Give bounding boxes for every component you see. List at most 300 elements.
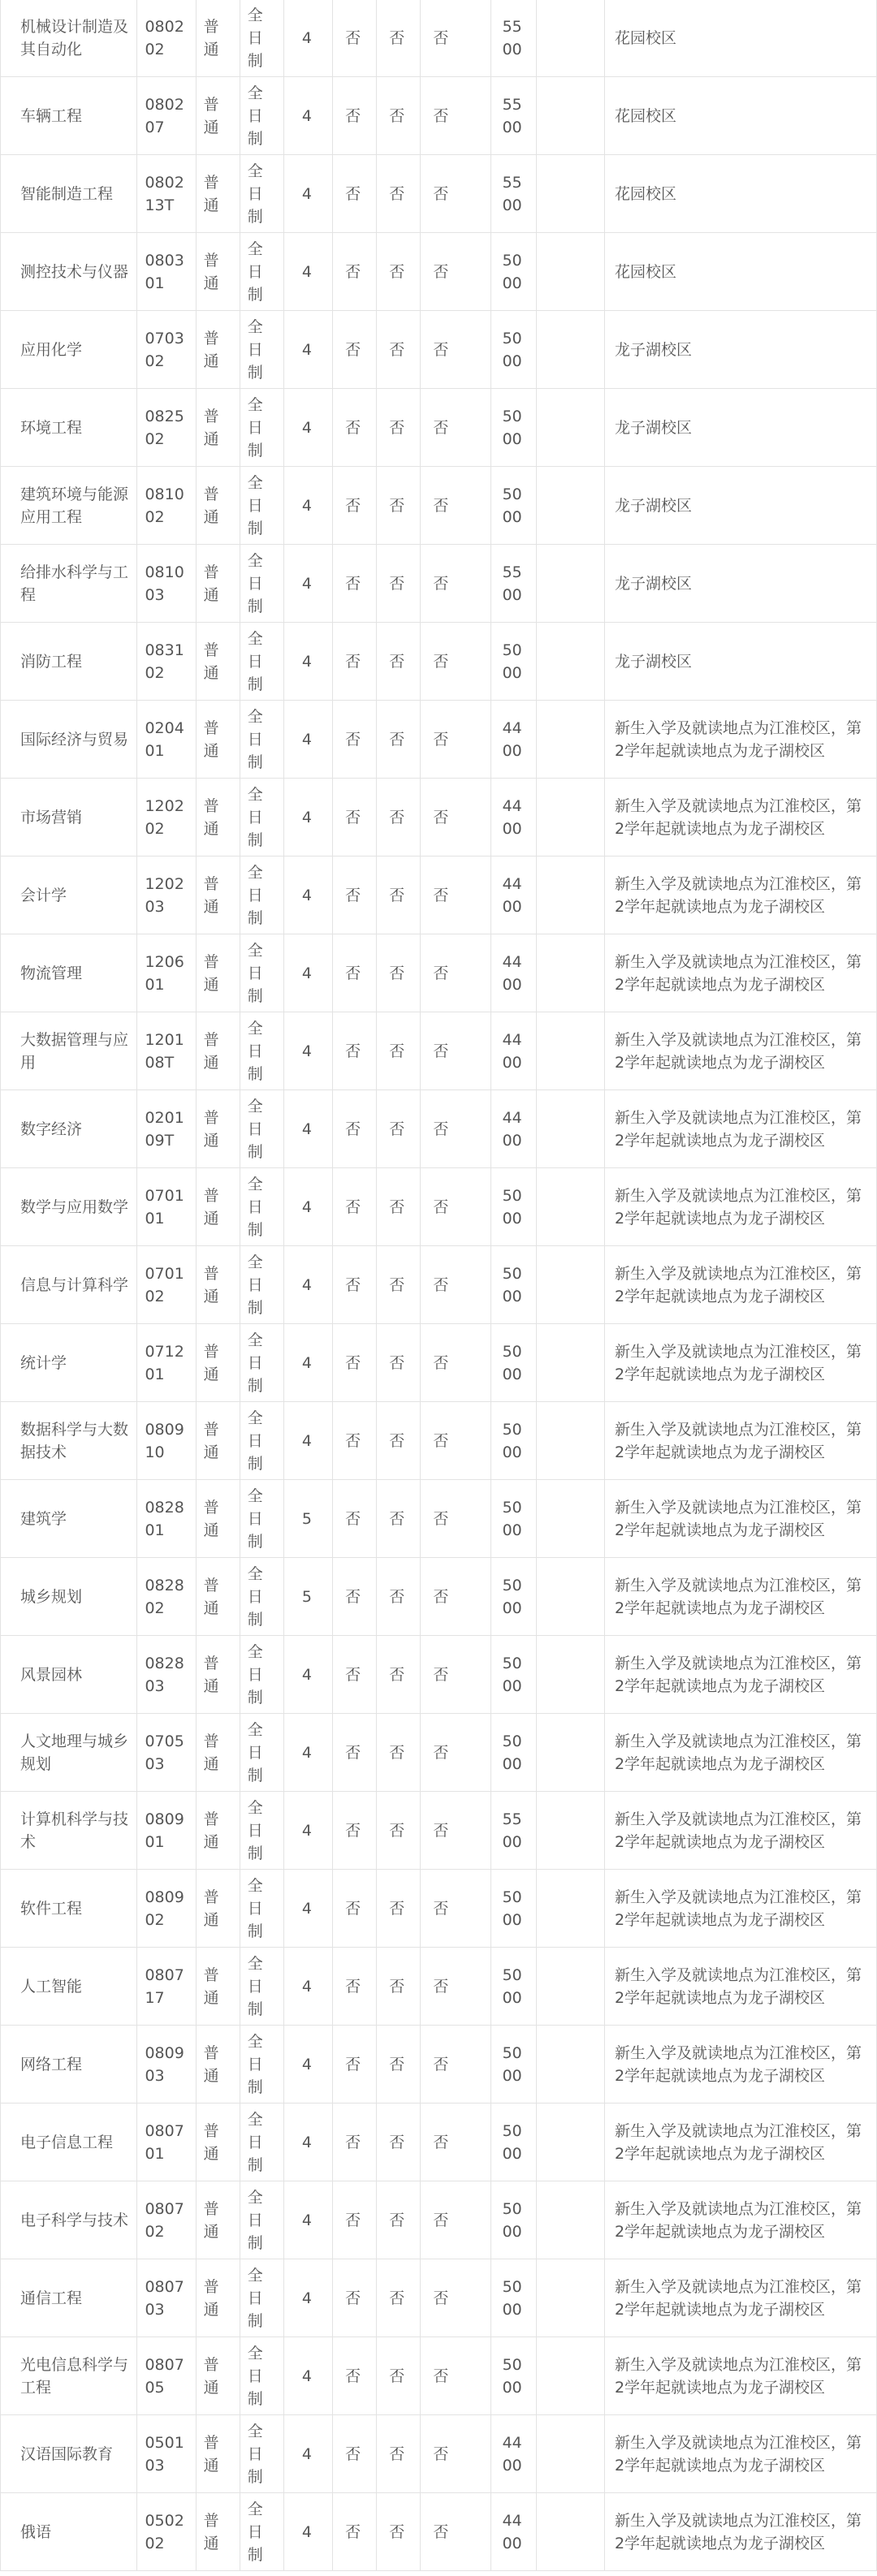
flag-cell-3: 否	[421, 623, 490, 701]
study-mode-cell: 全日制	[240, 545, 283, 623]
flag-cell-1: 否	[333, 2415, 377, 2493]
notes-cell	[536, 934, 604, 1012]
major-code-cell: 083102	[137, 623, 196, 701]
campus-cell: 新生入学及就读地点为江淮校区，第2学年起就读地点为龙子湖校区	[604, 1792, 876, 1870]
flag-cell-3: 否	[421, 2337, 490, 2415]
tuition-fee-cell: 5000	[490, 1324, 536, 1402]
study-mode-cell: 全日制	[240, 233, 283, 311]
flag-cell-3: 否	[421, 934, 490, 1012]
flag-cell-2: 否	[377, 0, 421, 77]
notes-cell	[536, 2493, 604, 2571]
major-code-cell: 082802	[137, 1558, 196, 1636]
flag-cell-2: 否	[377, 1558, 421, 1636]
program-type-cell: 普通	[196, 1246, 240, 1324]
table-row	[1, 77, 877, 155]
flag-cell-1: 否	[333, 0, 377, 77]
major-name-cell: 建筑学	[1, 1480, 137, 1558]
campus-cell: 龙子湖校区	[604, 545, 876, 623]
notes-cell	[536, 1246, 604, 1324]
notes-cell	[536, 2337, 604, 2415]
duration-cell: 5	[283, 1558, 332, 1636]
duration-cell: 4	[283, 1636, 332, 1714]
flag-cell-2: 否	[377, 77, 421, 155]
program-type-cell: 普通	[196, 1558, 240, 1636]
campus-cell: 新生入学及就读地点为江淮校区，第2学年起就读地点为龙子湖校区	[604, 2181, 876, 2259]
table-row	[1, 389, 877, 467]
table-row	[1, 2104, 877, 2181]
flag-cell-3: 否	[421, 2259, 490, 2337]
major-name-cell: 数据科学与大数据技术	[1, 1402, 137, 1480]
major-name-cell: 物流管理	[1, 934, 137, 1012]
notes-cell	[536, 1792, 604, 1870]
flag-cell-2: 否	[377, 701, 421, 779]
major-name-cell: 通信工程	[1, 2259, 137, 2337]
study-mode-cell: 全日制	[240, 1324, 283, 1402]
flag-cell-3: 否	[421, 77, 490, 155]
table-row	[1, 934, 877, 1012]
duration-cell: 4	[283, 779, 332, 857]
campus-cell: 新生入学及就读地点为江淮校区，第2学年起就读地点为龙子湖校区	[604, 779, 876, 857]
flag-cell-3: 否	[421, 857, 490, 934]
notes-cell	[536, 2415, 604, 2493]
study-mode-cell: 全日制	[240, 1090, 283, 1168]
study-mode-cell: 全日制	[240, 779, 283, 857]
table-row	[1, 233, 877, 311]
flag-cell-2: 否	[377, 779, 421, 857]
tuition-fee-cell: 5500	[490, 545, 536, 623]
notes-cell	[536, 623, 604, 701]
notes-cell	[536, 1870, 604, 1948]
flag-cell-1: 否	[333, 779, 377, 857]
major-code-cell: 082803	[137, 1636, 196, 1714]
study-mode-cell: 全日制	[240, 467, 283, 545]
campus-cell: 新生入学及就读地点为江淮校区，第2学年起就读地点为龙子湖校区	[604, 2337, 876, 2415]
study-mode-cell: 全日制	[240, 701, 283, 779]
duration-cell: 4	[283, 77, 332, 155]
notes-cell	[536, 779, 604, 857]
major-code-cell: 020401	[137, 701, 196, 779]
tuition-fee-cell: 5000	[490, 1168, 536, 1246]
table-row	[1, 155, 877, 233]
major-name-cell: 统计学	[1, 1324, 137, 1402]
study-mode-cell: 全日制	[240, 2415, 283, 2493]
flag-cell-3: 否	[421, 1324, 490, 1402]
major-code-cell: 120203	[137, 857, 196, 934]
program-type-cell: 普通	[196, 389, 240, 467]
flag-cell-3: 否	[421, 1636, 490, 1714]
program-type-cell: 普通	[196, 2181, 240, 2259]
tuition-fee-cell: 5000	[490, 2026, 536, 2104]
major-name-cell: 智能制造工程	[1, 155, 137, 233]
flag-cell-2: 否	[377, 1012, 421, 1090]
duration-cell: 4	[283, 233, 332, 311]
major-name-cell: 汉语国际教育	[1, 2415, 137, 2493]
major-code-cell: 070101	[137, 1168, 196, 1246]
major-code-cell: 080902	[137, 1870, 196, 1948]
study-mode-cell: 全日制	[240, 2026, 283, 2104]
duration-cell: 4	[283, 1870, 332, 1948]
flag-cell-2: 否	[377, 467, 421, 545]
flag-cell-2: 否	[377, 857, 421, 934]
duration-cell: 4	[283, 155, 332, 233]
campus-cell: 新生入学及就读地点为江淮校区，第2学年起就读地点为龙子湖校区	[604, 1948, 876, 2026]
flag-cell-2: 否	[377, 155, 421, 233]
program-type-cell: 普通	[196, 311, 240, 389]
duration-cell: 4	[283, 311, 332, 389]
program-type-cell: 普通	[196, 2415, 240, 2493]
notes-cell	[536, 389, 604, 467]
flag-cell-3: 否	[421, 1168, 490, 1246]
study-mode-cell: 全日制	[240, 389, 283, 467]
table-row	[1, 701, 877, 779]
tuition-fee-cell: 5000	[490, 623, 536, 701]
major-name-cell: 会计学	[1, 857, 137, 934]
flag-cell-2: 否	[377, 1870, 421, 1948]
study-mode-cell: 全日制	[240, 1558, 283, 1636]
duration-cell: 4	[283, 2493, 332, 2571]
tuition-fee-cell: 5000	[490, 311, 536, 389]
flag-cell-1: 否	[333, 233, 377, 311]
flag-cell-1: 否	[333, 1246, 377, 1324]
tuition-fee-cell: 5000	[490, 2259, 536, 2337]
tuition-fee-cell: 5000	[490, 2337, 536, 2415]
major-name-cell: 大数据管理与应用	[1, 1012, 137, 1090]
major-name-cell: 建筑环境与能源应用工程	[1, 467, 137, 545]
flag-cell-3: 否	[421, 1558, 490, 1636]
flag-cell-1: 否	[333, 1324, 377, 1402]
notes-cell	[536, 1012, 604, 1090]
table-row	[1, 1246, 877, 1324]
campus-cell: 新生入学及就读地点为江淮校区，第2学年起就读地点为龙子湖校区	[604, 1246, 876, 1324]
major-code-cell: 080901	[137, 1792, 196, 1870]
major-code-cell: 080717	[137, 1948, 196, 2026]
major-code-cell: 070302	[137, 311, 196, 389]
flag-cell-2: 否	[377, 2493, 421, 2571]
flag-cell-2: 否	[377, 311, 421, 389]
flag-cell-3: 否	[421, 2493, 490, 2571]
notes-cell	[536, 2259, 604, 2337]
major-name-cell: 机械设计制造及其自动化	[1, 0, 137, 77]
tuition-fee-cell: 4400	[490, 1012, 536, 1090]
table-row	[1, 467, 877, 545]
tuition-fee-cell: 5000	[490, 1246, 536, 1324]
flag-cell-1: 否	[333, 934, 377, 1012]
program-type-cell: 普通	[196, 2493, 240, 2571]
flag-cell-2: 否	[377, 2415, 421, 2493]
duration-cell: 4	[283, 2104, 332, 2181]
major-name-cell: 软件工程	[1, 1870, 137, 1948]
flag-cell-2: 否	[377, 1948, 421, 2026]
flag-cell-1: 否	[333, 2493, 377, 2571]
campus-cell: 新生入学及就读地点为江淮校区，第2学年起就读地点为龙子湖校区	[604, 857, 876, 934]
notes-cell	[536, 1402, 604, 1480]
duration-cell: 4	[283, 623, 332, 701]
notes-cell	[536, 1636, 604, 1714]
flag-cell-2: 否	[377, 1480, 421, 1558]
flag-cell-2: 否	[377, 1792, 421, 1870]
duration-cell: 4	[283, 2337, 332, 2415]
table-row	[1, 0, 877, 77]
flag-cell-1: 否	[333, 623, 377, 701]
duration-cell: 4	[283, 2415, 332, 2493]
campus-cell: 新生入学及就读地点为江淮校区，第2学年起就读地点为龙子湖校区	[604, 2259, 876, 2337]
tuition-fee-cell: 4400	[490, 701, 536, 779]
tuition-fee-cell: 5000	[490, 1636, 536, 1714]
tuition-fee-cell: 5000	[490, 2104, 536, 2181]
major-code-cell: 080301	[137, 233, 196, 311]
flag-cell-2: 否	[377, 1090, 421, 1168]
flag-cell-1: 否	[333, 1480, 377, 1558]
flag-cell-1: 否	[333, 1558, 377, 1636]
program-type-cell: 普通	[196, 1168, 240, 1246]
program-type-cell: 普通	[196, 2026, 240, 2104]
duration-cell: 4	[283, 1168, 332, 1246]
notes-cell	[536, 2026, 604, 2104]
campus-cell: 新生入学及就读地点为江淮校区，第2学年起就读地点为龙子湖校区	[604, 1558, 876, 1636]
tuition-fee-cell: 5000	[490, 233, 536, 311]
study-mode-cell: 全日制	[240, 311, 283, 389]
study-mode-cell: 全日制	[240, 1870, 283, 1948]
major-code-cell: 070102	[137, 1246, 196, 1324]
duration-cell: 4	[283, 1714, 332, 1792]
major-code-cell: 080705	[137, 2337, 196, 2415]
program-type-cell: 普通	[196, 0, 240, 77]
flag-cell-2: 否	[377, 2104, 421, 2181]
program-type-cell: 普通	[196, 1480, 240, 1558]
flag-cell-3: 否	[421, 1090, 490, 1168]
major-name-cell: 信息与计算科学	[1, 1246, 137, 1324]
table-row	[1, 857, 877, 934]
study-mode-cell: 全日制	[240, 1480, 283, 1558]
program-type-cell: 普通	[196, 1402, 240, 1480]
study-mode-cell: 全日制	[240, 1168, 283, 1246]
flag-cell-3: 否	[421, 1402, 490, 1480]
major-code-cell: 120108T	[137, 1012, 196, 1090]
notes-cell	[536, 311, 604, 389]
flag-cell-2: 否	[377, 1324, 421, 1402]
notes-cell	[536, 2181, 604, 2259]
study-mode-cell: 全日制	[240, 0, 283, 77]
tuition-fee-cell: 5000	[490, 1402, 536, 1480]
notes-cell	[536, 1168, 604, 1246]
campus-cell: 龙子湖校区	[604, 389, 876, 467]
program-type-cell: 普通	[196, 934, 240, 1012]
campus-cell: 新生入学及就读地点为江淮校区，第2学年起就读地点为龙子湖校区	[604, 934, 876, 1012]
flag-cell-1: 否	[333, 545, 377, 623]
duration-cell: 4	[283, 389, 332, 467]
flag-cell-1: 否	[333, 1012, 377, 1090]
major-name-cell: 市场营销	[1, 779, 137, 857]
flag-cell-1: 否	[333, 857, 377, 934]
flag-cell-2: 否	[377, 623, 421, 701]
flag-cell-1: 否	[333, 2337, 377, 2415]
campus-cell: 龙子湖校区	[604, 623, 876, 701]
campus-cell: 新生入学及就读地点为江淮校区，第2学年起就读地点为龙子湖校区	[604, 2104, 876, 2181]
table-row	[1, 1324, 877, 1402]
notes-cell	[536, 1948, 604, 2026]
program-type-cell: 普通	[196, 2337, 240, 2415]
program-type-cell: 普通	[196, 467, 240, 545]
table-row	[1, 1870, 877, 1948]
tuition-fee-cell: 4400	[490, 1090, 536, 1168]
notes-cell	[536, 155, 604, 233]
notes-cell	[536, 545, 604, 623]
flag-cell-3: 否	[421, 1792, 490, 1870]
major-name-cell: 消防工程	[1, 623, 137, 701]
table-row	[1, 2415, 877, 2493]
study-mode-cell: 全日制	[240, 934, 283, 1012]
flag-cell-1: 否	[333, 389, 377, 467]
duration-cell: 5	[283, 1480, 332, 1558]
notes-cell	[536, 1714, 604, 1792]
major-name-cell: 数字经济	[1, 1090, 137, 1168]
campus-cell: 新生入学及就读地点为江淮校区，第2学年起就读地点为龙子湖校区	[604, 1168, 876, 1246]
flag-cell-1: 否	[333, 2259, 377, 2337]
tuition-fee-cell: 5500	[490, 77, 536, 155]
tuition-fee-cell: 5000	[490, 467, 536, 545]
campus-cell: 花园校区	[604, 155, 876, 233]
flag-cell-3: 否	[421, 2181, 490, 2259]
tuition-fee-cell: 5000	[490, 1558, 536, 1636]
major-name-cell: 俄语	[1, 2493, 137, 2571]
notes-cell	[536, 233, 604, 311]
flag-cell-2: 否	[377, 2026, 421, 2104]
table-row	[1, 1402, 877, 1480]
major-code-cell: 050202	[137, 2493, 196, 2571]
flag-cell-2: 否	[377, 389, 421, 467]
table-row	[1, 1792, 877, 1870]
tuition-fee-cell: 4400	[490, 857, 536, 934]
flag-cell-2: 否	[377, 2337, 421, 2415]
program-type-cell: 普通	[196, 155, 240, 233]
flag-cell-3: 否	[421, 233, 490, 311]
table-row	[1, 1090, 877, 1168]
flag-cell-2: 否	[377, 233, 421, 311]
flag-cell-2: 否	[377, 1246, 421, 1324]
tuition-fee-cell: 5000	[490, 389, 536, 467]
table-row	[1, 1714, 877, 1792]
duration-cell: 4	[283, 467, 332, 545]
flag-cell-1: 否	[333, 2026, 377, 2104]
major-code-cell: 070503	[137, 1714, 196, 1792]
major-code-cell: 082502	[137, 389, 196, 467]
flag-cell-3: 否	[421, 155, 490, 233]
program-type-cell: 普通	[196, 2259, 240, 2337]
flag-cell-1: 否	[333, 2104, 377, 2181]
major-name-cell: 国际经济与贸易	[1, 701, 137, 779]
study-mode-cell: 全日制	[240, 1246, 283, 1324]
campus-cell: 新生入学及就读地点为江淮校区，第2学年起就读地点为龙子湖校区	[604, 1480, 876, 1558]
campus-cell: 新生入学及就读地点为江淮校区，第2学年起就读地点为龙子湖校区	[604, 701, 876, 779]
program-type-cell: 普通	[196, 1636, 240, 1714]
duration-cell: 4	[283, 1402, 332, 1480]
tuition-fee-cell: 5500	[490, 1792, 536, 1870]
notes-cell	[536, 1324, 604, 1402]
program-type-cell: 普通	[196, 1012, 240, 1090]
notes-cell	[536, 857, 604, 934]
tuition-fee-cell: 5000	[490, 1948, 536, 2026]
campus-cell: 花园校区	[604, 77, 876, 155]
duration-cell: 4	[283, 2181, 332, 2259]
flag-cell-2: 否	[377, 934, 421, 1012]
program-type-cell: 普通	[196, 545, 240, 623]
program-type-cell: 普通	[196, 701, 240, 779]
table-row	[1, 2337, 877, 2415]
study-mode-cell: 全日制	[240, 155, 283, 233]
major-code-cell: 081003	[137, 545, 196, 623]
major-code-cell: 080903	[137, 2026, 196, 2104]
tuition-fee-cell: 5000	[490, 1714, 536, 1792]
notes-cell	[536, 77, 604, 155]
campus-cell: 新生入学及就读地点为江淮校区，第2学年起就读地点为龙子湖校区	[604, 1714, 876, 1792]
major-name-cell: 数学与应用数学	[1, 1168, 137, 1246]
flag-cell-2: 否	[377, 1636, 421, 1714]
flag-cell-3: 否	[421, 467, 490, 545]
campus-cell: 新生入学及就读地点为江淮校区，第2学年起就读地点为龙子湖校区	[604, 1324, 876, 1402]
duration-cell: 4	[283, 545, 332, 623]
table-row	[1, 545, 877, 623]
study-mode-cell: 全日制	[240, 1948, 283, 2026]
flag-cell-1: 否	[333, 701, 377, 779]
major-code-cell: 080213T	[137, 155, 196, 233]
flag-cell-3: 否	[421, 1870, 490, 1948]
tuition-fee-cell: 5000	[490, 1870, 536, 1948]
table-row	[1, 623, 877, 701]
flag-cell-3: 否	[421, 1246, 490, 1324]
flag-cell-1: 否	[333, 1090, 377, 1168]
flag-cell-2: 否	[377, 545, 421, 623]
table-row	[1, 1168, 877, 1246]
major-name-cell: 测控技术与仪器	[1, 233, 137, 311]
table-row	[1, 2026, 877, 2104]
major-code-cell: 080701	[137, 2104, 196, 2181]
notes-cell	[536, 1558, 604, 1636]
duration-cell: 4	[283, 857, 332, 934]
study-mode-cell: 全日制	[240, 1636, 283, 1714]
campus-cell: 新生入学及就读地点为江淮校区，第2学年起就读地点为龙子湖校区	[604, 2026, 876, 2104]
table-row	[1, 2493, 877, 2571]
notes-cell	[536, 2104, 604, 2181]
notes-cell	[536, 0, 604, 77]
flag-cell-3: 否	[421, 1948, 490, 2026]
flag-cell-3: 否	[421, 389, 490, 467]
duration-cell: 4	[283, 1012, 332, 1090]
study-mode-cell: 全日制	[240, 2337, 283, 2415]
duration-cell: 4	[283, 0, 332, 77]
table-body	[1, 0, 877, 2571]
table-row	[1, 1012, 877, 1090]
campus-cell: 新生入学及就读地点为江淮校区，第2学年起就读地点为龙子湖校区	[604, 1636, 876, 1714]
flag-cell-1: 否	[333, 1636, 377, 1714]
tuition-fee-cell: 5500	[490, 155, 536, 233]
study-mode-cell: 全日制	[240, 1714, 283, 1792]
flag-cell-1: 否	[333, 77, 377, 155]
program-type-cell: 普通	[196, 2104, 240, 2181]
program-type-cell: 普通	[196, 77, 240, 155]
table-row	[1, 779, 877, 857]
campus-cell: 新生入学及就读地点为江淮校区，第2学年起就读地点为龙子湖校区	[604, 1870, 876, 1948]
major-name-cell: 人文地理与城乡规划	[1, 1714, 137, 1792]
study-mode-cell: 全日制	[240, 2259, 283, 2337]
major-name-cell: 车辆工程	[1, 77, 137, 155]
major-name-cell: 给排水科学与工程	[1, 545, 137, 623]
tuition-fee-cell: 4400	[490, 2415, 536, 2493]
flag-cell-1: 否	[333, 1402, 377, 1480]
major-name-cell: 网络工程	[1, 2026, 137, 2104]
table-row	[1, 1948, 877, 2026]
duration-cell: 4	[283, 1324, 332, 1402]
major-code-cell: 080703	[137, 2259, 196, 2337]
